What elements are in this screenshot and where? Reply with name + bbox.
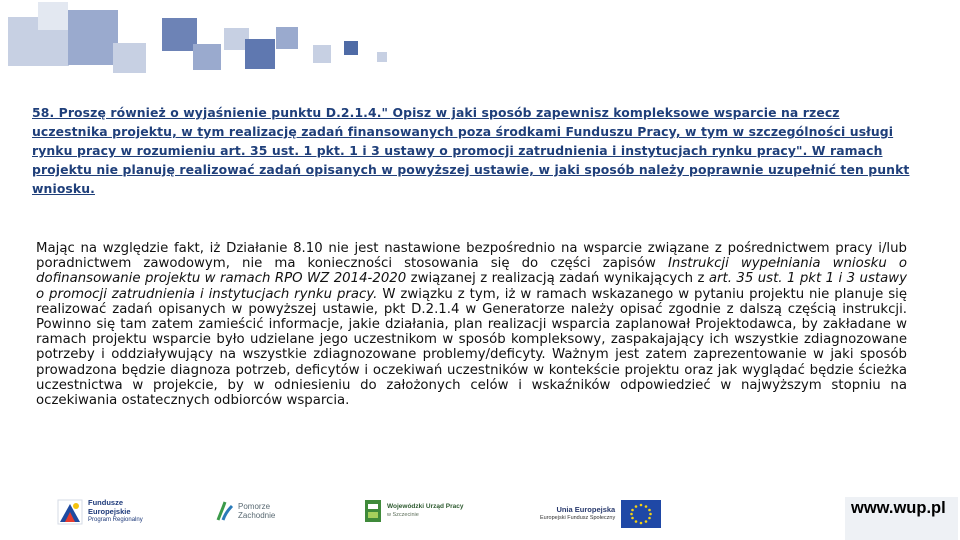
decor-square xyxy=(377,52,387,62)
answer-text: W związku z tym, iż w ramach wskazanego w pytaniu projektu nie planuje się realizować zadań opisanych w powyższej ustawie, pkt D.2.1.4 w Generatorze należy opisać zgodnie z dalszą częścią instrukcji. Powinno się tam zatem zamieścić informacje, jakie działania, plan realizacji wsparcia zaplanował Projektodawca, by zakładane w ramach projektu wsparcie było udzielane jego uczestnikom w sposób kompleksowy, zaspakajający ich wszystkie zdiagnozowane potrzeby i oddziaływujący na wszystkie zdiagnozowane problemy/deficyty. Ważnym jest zatem zaprezentowanie w jaki sposób prowadzona będzie diagnoza potrzeb, deficytów i oczekiwań uczestników w kontekście projektu oraz jak wyglądać będzie ścieżka uczestnictwa w projekcie, by w odniesieniu do założonych celów i wskaźników odpowiedzieć w najwyższym stopniu na oczekiwania ostatecznych odbiorców wsparcia. xyxy=(36,286,907,409)
decor-square xyxy=(276,27,298,49)
answer-text: związanej z realizacją zadań wynikających z xyxy=(406,271,709,287)
answer-text-italic: Instrukcji wypełniania wniosku o dofinansowanie projektu w ramach RPO WZ 2014-2020 xyxy=(36,256,907,287)
answer-text-italic: art. 35 ust. 1 pkt 1 i 3 ustawy o promocji zatrudnienia i instytucjach rynku pracy. xyxy=(36,271,907,302)
wup-line2: w Szczecinie xyxy=(387,512,419,518)
decor-square xyxy=(162,18,197,51)
wup-logo xyxy=(362,498,463,524)
ue-line2: Europejski Fundusz Społeczny xyxy=(540,515,616,521)
pomorze-line2: Zachodnie xyxy=(238,511,276,520)
decor-square xyxy=(313,45,331,63)
decor-square xyxy=(245,39,275,69)
fundusze-europejskie-logo xyxy=(56,498,143,526)
wup-icon xyxy=(362,498,384,524)
website-url[interactable]: www.wup.pl xyxy=(851,499,946,517)
answer-text: Mając na względzie fakt, iż Działanie 8.10 nie jest nastawione bezpośrednio na wsparcie związane z pośrednictwem pracy i/lub poradnictwem zawodowym, nie ma konieczności stosowania się do części zapisów xyxy=(36,241,907,272)
unia-europejska-logo xyxy=(540,500,661,528)
fundusze-europejskie-icon xyxy=(56,498,84,526)
answer-paragraph xyxy=(36,241,907,408)
pomorze-zachodnie-icon xyxy=(215,500,235,522)
decor-square xyxy=(344,41,358,55)
question-heading: 58. Proszę również o wyjaśnienie punktu D.2.1.4." Opisz w jaki sposób zapewnisz kompleksowe wsparcie na rzecz uczestnika projektu, w tym realizację zadań finansowanych poza środkami Funduszu Pracy, w tym w szczególności usługi rynku pracy w rozumieniu art. 35 ust. 1 pkt. 1 i 3 ustawy o promocji zatrudnienia i instytucjach rynku pracy". W ramach projektu nie planuję realizować zadań opisanych w powyższej ustawie, w jaki sposób należy poprawnie uzupełnić ten punkt wniosku. xyxy=(32,105,910,196)
decor-square xyxy=(113,43,146,73)
pomorze-line1: Pomorze xyxy=(238,502,271,511)
fundusze-line1: Fundusze xyxy=(88,498,123,508)
fundusze-line3: Program Regionalny xyxy=(88,517,143,524)
decor-square xyxy=(193,44,221,70)
ue-line1: Unia Europejska xyxy=(556,505,616,514)
wup-line1: Wojewódzki Urząd Pracy xyxy=(387,503,464,510)
fundusze-line2: Europejskie xyxy=(88,506,131,516)
eu-flag-icon xyxy=(621,500,661,528)
decor-square xyxy=(38,2,68,30)
pomorze-zachodnie-logo xyxy=(215,500,275,522)
logo-bar xyxy=(0,492,960,540)
decor-square xyxy=(68,10,118,65)
website-url-box xyxy=(845,497,958,540)
